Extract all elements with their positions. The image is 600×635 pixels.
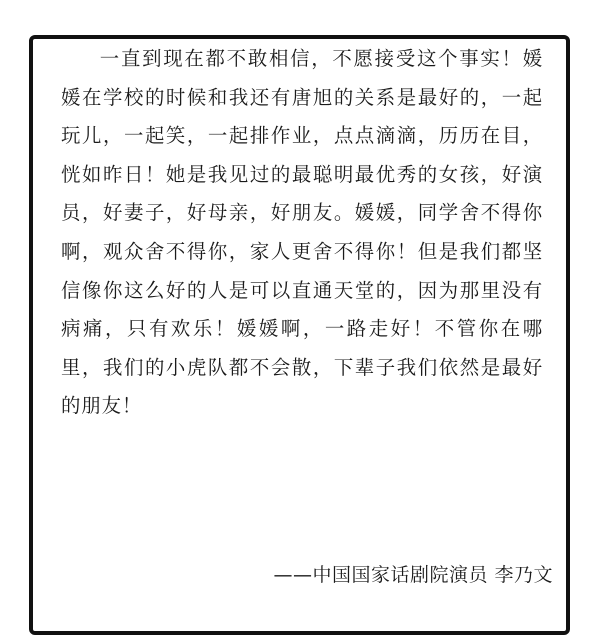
letter-signature: ——中国国家话剧院演员 李乃文 — [273, 564, 553, 586]
letter-body: 一直到现在都不敢相信，不愿接受这个事实！媛媛在学校的时候和我还有唐旭的关系是最好的，一起玩儿，一起笑，一起排作业，点点滴滴，历历在目，恍如昨日！她是我见过的最聪明最优秀的女孩，好演员，好妻子，好母亲，好朋友。媛媛，同学舍不得你啊，观众舍不得你，家人更舍不得你！但是我们都坚信像你这么好的人是可以直通天堂的，因为那里没有病痛，只有欢乐！媛媛啊，一路走好！不管你在哪里，我们的小虎队都不会散，下辈子我们依然是最好的朋友！ — [61, 47, 543, 418]
